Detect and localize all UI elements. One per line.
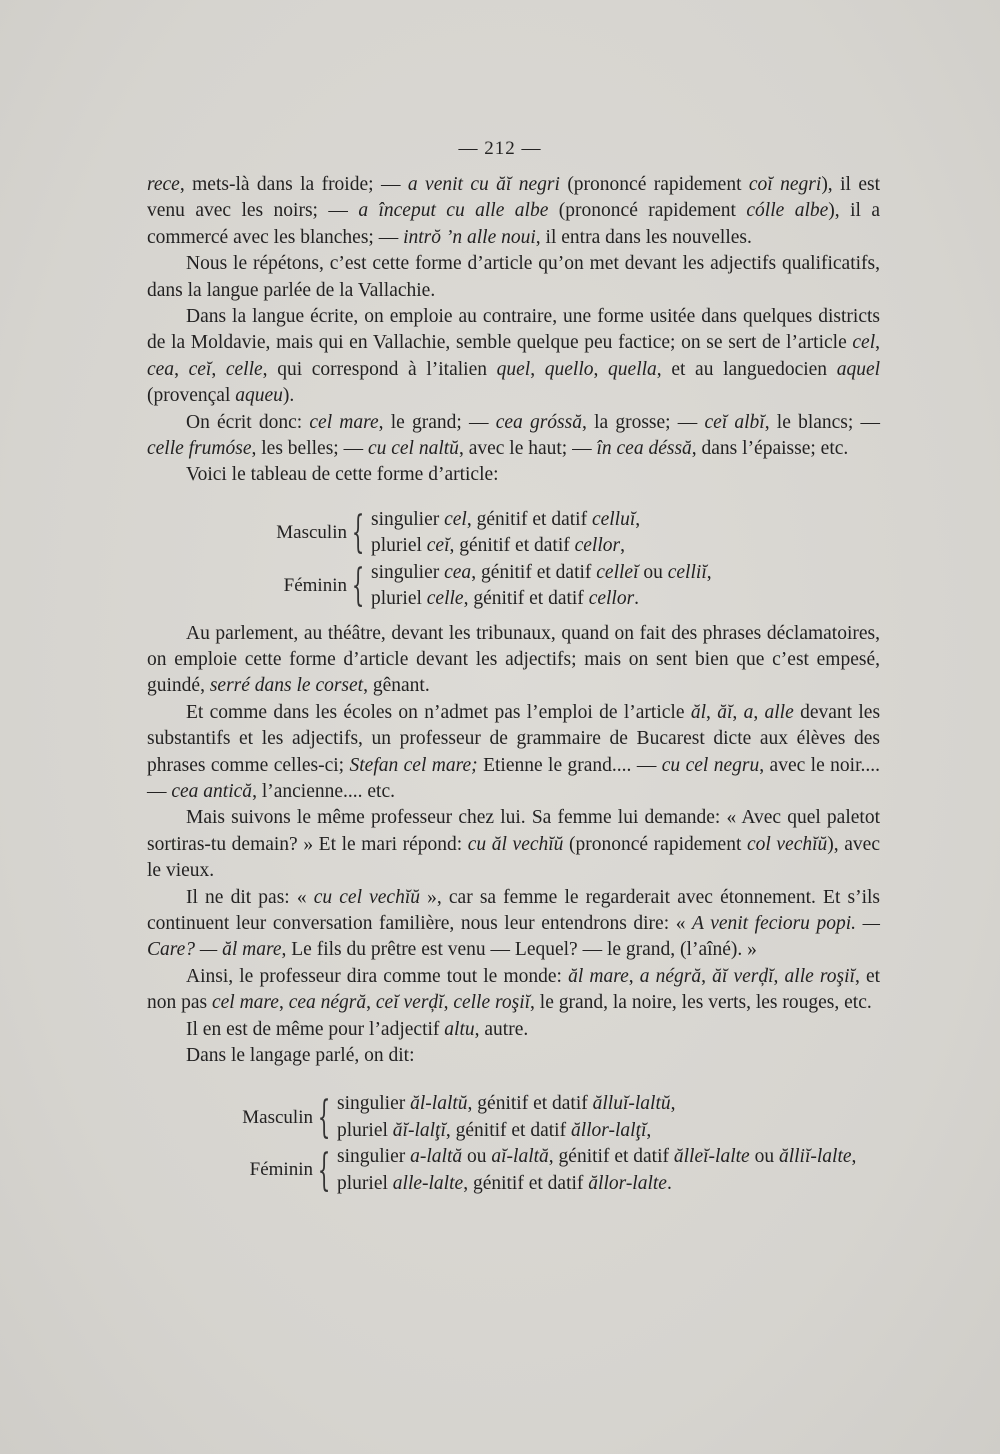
form-line: pluriel celle, génitif et datif cellor. — [371, 588, 640, 610]
body-text — [147, 172, 880, 1197]
paragraph: Dans la langue écrite, on emploie au contraire, une forme usitée dans quelques districts de la Moldavie, mais qui en Vallachie, semble quelque peu factice; on se sert de l’article cel, cea, ceĭ, celle, qui correspond à l’italien quel, quello, quella, et au languedocien aquel (provençal aqueu). — [147, 306, 881, 407]
table-row — [147, 1144, 880, 1197]
table-row — [147, 560, 880, 613]
paragraph: Dans le langage parlé, on dit: — [186, 1045, 415, 1066]
paragraph: Et comme dans les écoles on n’admet pas l’emploi de l’article ăl, ăĭ, a, alle devant les substantifs et les adjectifs, un professeur de grammaire de Bucarest dicte aux élèves des phrases comme celles-ci; Stefan cel mare; Etienne le grand.... — cu cel negru, avec le noir.... — cea antică, l’ancienne.... etc. — [147, 701, 881, 802]
paragraph: rece, mets-là dans la froide; — a venit cu ăĭ negri (prononcé rapidement coĭ negri), il est venu avec les noirs; — a început cu alle albe (prononcé rapidement cólle albe), il a commercé avec les blanches; — intrŏ ’n alle noui, il entra dans les nouvelles. — [147, 174, 880, 248]
form-line: pluriel ceĭ, génitif et datif cellor, — [371, 535, 625, 557]
gender-label: Masculin — [276, 522, 347, 544]
declension-table-altu — [147, 1091, 880, 1197]
brace-icon: { — [351, 507, 365, 559]
brace-icon: { — [317, 1091, 331, 1143]
paragraph: Mais suivons le même professeur chez lui. Sa femme lui demande: « Avec quel paletot sortiras-tu demain? » Et le mari répond: cu ăl vechĭŭ (prononcé rapidement col vechĭŭ), avec le vieux. — [147, 807, 880, 882]
paragraph: Il en est de même pour l’adjectif altu, autre. — [186, 1018, 529, 1040]
brace-icon: { — [351, 560, 365, 612]
paragraph: Ainsi, le professeur dira comme tout le monde: ăl mare, a négră, ăĭ verḑĭ, alle roşiĭ, et non pas cel mare, cea négră, ceĭ verḑĭ, celle roşiĭ, le grand, la noire, les verts, les rouges, etc. — [147, 965, 881, 1014]
form-lines — [331, 1144, 856, 1197]
form-line: pluriel ăĭ-lalţĭ, génitif et datif ăllor-lalţĭ, — [337, 1119, 652, 1141]
paragraph: Voici le tableau de cette forme d’article: — [186, 464, 499, 486]
paragraph: Nous le répétons, c’est cette forme d’article qu’on met devant les adjectifs qualificatifs, dans la langue parlée de la Vallachie. — [147, 253, 880, 301]
paragraph: Il ne dit pas: « cu cel vechĭŭ », car sa femme le regarderait avec étonnement. Et s’ils continuent leur conversation familière, nous leur entendrons dire: « A venit fecioru popi. — Care? — ăl mare, Le fils du prêtre est venu — Lequel? — le grand, (l’aîné). » — [147, 886, 881, 961]
page-number: — 212 — — [458, 138, 542, 159]
gender-label: Masculin — [242, 1106, 313, 1128]
section-a — [147, 172, 880, 489]
form-line: singulier cel, génitif et datif celluĭ, — [371, 508, 641, 530]
form-lines — [365, 560, 712, 613]
form-line: singulier ăl-laltŭ, génitif et datif ălluĭ-laltŭ, — [337, 1093, 676, 1115]
gender-label: Féminin — [283, 574, 347, 596]
declension-table-cel — [147, 507, 880, 613]
form-lines — [331, 1091, 676, 1144]
section-b — [147, 621, 880, 1070]
brace-icon: { — [317, 1144, 331, 1196]
form-line: singulier a-laltă ou aĭ-laltă, génitif et datif ălleĭ-lalte ou ălliĭ-lalte, — [337, 1146, 857, 1168]
form-line: pluriel alle-lalte, génitif et datif ăllor-lalte. — [337, 1172, 672, 1194]
table-row — [147, 507, 880, 560]
form-line: singulier cea, génitif et datif celleĭ ou celliĭ, — [371, 561, 712, 583]
gender-label: Féminin — [249, 1159, 313, 1181]
paragraph: On écrit donc: cel mare, le grand; — cea gróssă, la grosse; — ceĭ albĭ, le blancs; — celle frumóse, les belles; — cu cel naltŭ, avec le haut; — în cea déssă, dans l’épaisse; etc. — [147, 411, 880, 460]
paragraph: Au parlement, au théâtre, devant les tribunaux, quand on fait des phrases déclamatoires, on emploie cette forme d’article devant les adjectifs; mais on sent bien que c’est empesé, guindé, serré dans le corset, gênant. — [147, 622, 880, 697]
table-row — [147, 1091, 880, 1144]
form-lines — [365, 507, 640, 560]
